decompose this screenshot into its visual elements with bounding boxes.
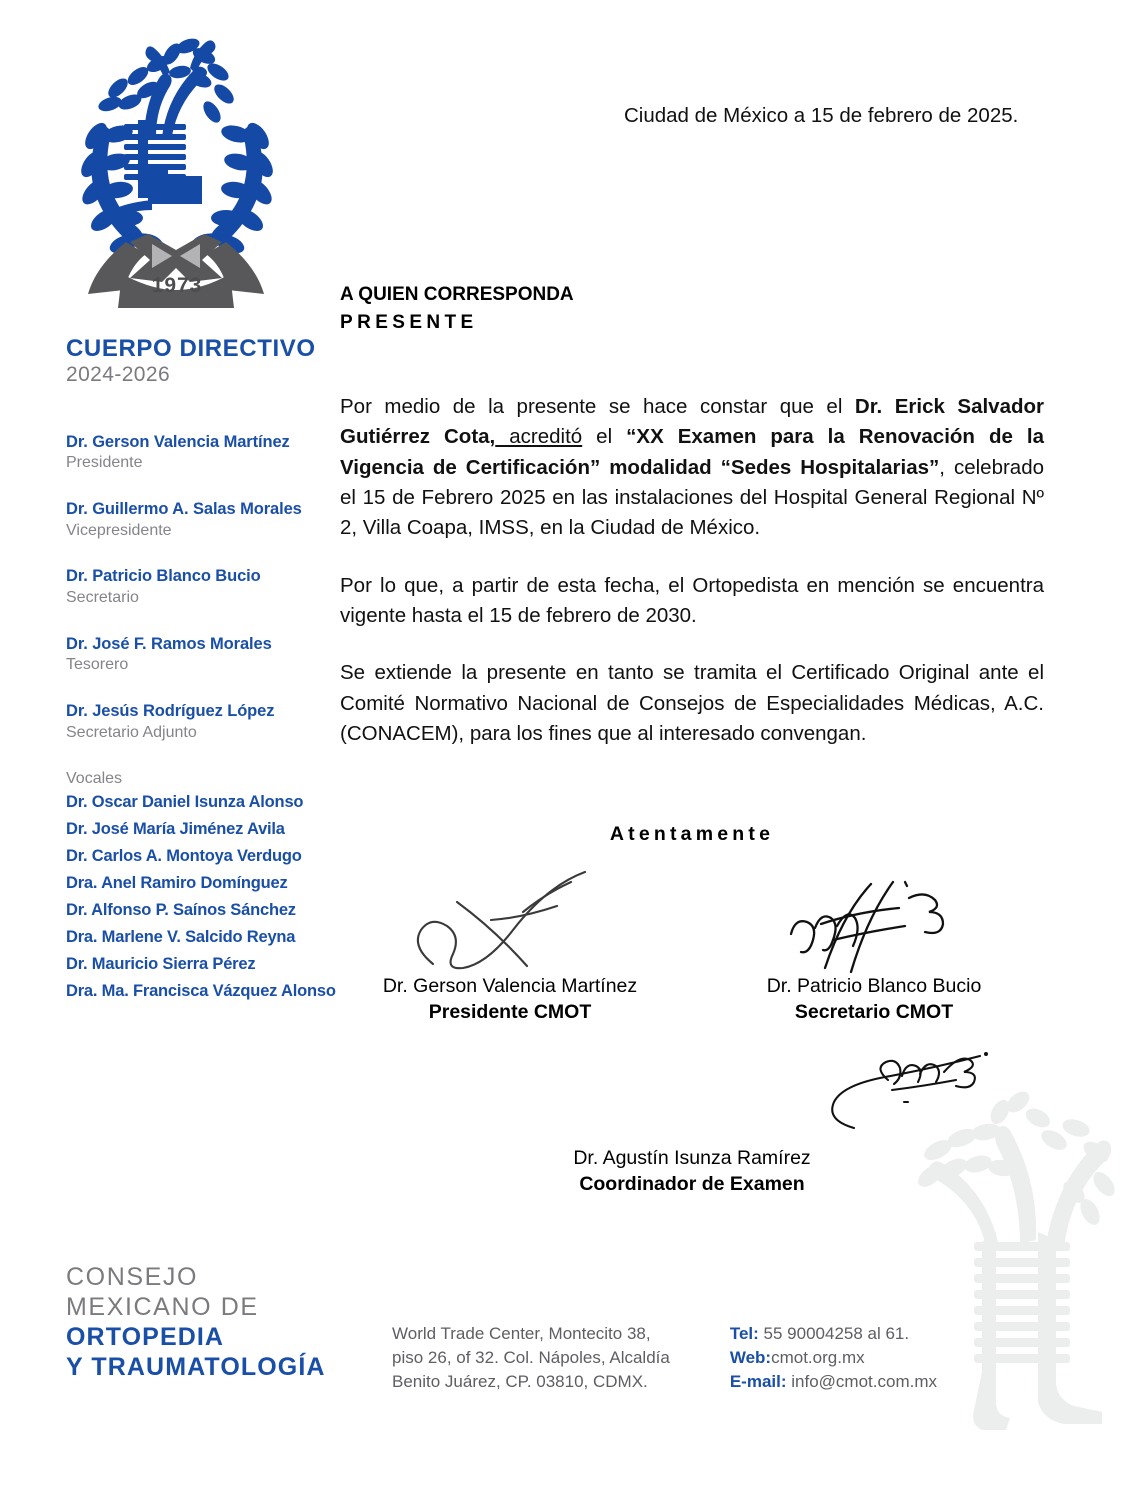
officer-list: [66, 432, 336, 744]
officer-role: Vicepresidente: [66, 521, 172, 539]
emblem-year-label: 1973: [151, 274, 203, 297]
address-line-1: World Trade Center, Montecito 38,: [392, 1324, 651, 1343]
email-line[interactable]: [730, 1370, 937, 1394]
signature-title: Coordinador de Examen: [579, 1173, 805, 1196]
web-label: Web:: [729, 1348, 772, 1368]
officer-name: Dr. José F. Ramos Morales: [66, 634, 272, 653]
list-item: Dra. Anel Ramiro Domínguez: [66, 874, 288, 893]
vocales-list: [66, 789, 336, 1004]
list-item: [66, 701, 336, 743]
list-item: Dr. Mauricio Sierra Pérez: [66, 954, 256, 973]
list-item: Dr. Carlos A. Montoya Verdugo: [66, 847, 302, 866]
p1-part3: , celebrado el 15 de Febrero 2025 en las instalaciones del Hospital General Regional Nº 2, Villa Coapa, IMSS, en la Ciudad de México.: [340, 455, 1044, 540]
list-item: [66, 566, 336, 608]
wordmark-line-4: Y TRAUMATOLOGÍA: [66, 1353, 326, 1381]
signature-block-coordinator: [340, 1034, 1044, 1198]
vocales-label: Vocales: [66, 769, 123, 787]
p1-candidate-name: Dr. Erick Salvador Gutiérrez Cota,: [340, 395, 1045, 449]
officer-name: Dr. Guillermo A. Salas Morales: [66, 499, 302, 518]
footer-contact-details: [730, 1322, 937, 1394]
list-item: [66, 634, 336, 676]
paragraph-conacem: Se extiende la presente en tanto se tramita el Certificado Original ante el Comité Normativo Nacional de Consejos de Especialidades Médicas, A.C. (CONACEM), para los fines que al interesado convengan.: [340, 661, 1044, 745]
phone-line: [730, 1322, 937, 1346]
p1-exam-title: “XX Examen para la Renovación de la Vigencia de Certificación” modalidad “Sedes Hospitalarias”: [340, 425, 1044, 479]
officer-role: Tesorero: [66, 656, 129, 674]
signature-title: Secretario CMOT: [794, 1001, 954, 1024]
wordmark-line-3: ORTOPEDIA: [66, 1323, 225, 1351]
list-item: Dra. Ma. Francisca Vázquez Alonso: [66, 981, 336, 1000]
email-value[interactable]: info@cmot.com.mx: [786, 1372, 937, 1392]
letter-body: [340, 392, 1044, 749]
web-line[interactable]: [730, 1346, 937, 1370]
closing-salutation: Atentamente: [609, 823, 775, 845]
wordmark-line-2: MEXICANO DE: [66, 1293, 259, 1321]
wordmark-line-1: CONSEJO: [66, 1263, 199, 1291]
letter-date: Ciudad de México a 15 de febrero de 2025.: [624, 104, 1019, 127]
officer-role: Secretario Adjunto: [66, 723, 197, 741]
footer-contact: [392, 1322, 937, 1394]
phone-value: 55 90004258 al 61.: [758, 1324, 910, 1343]
list-item: Dr. José María Jiménez Avila: [66, 820, 285, 839]
cmot-emblem-icon: [52, 28, 302, 310]
footer-address: [392, 1322, 670, 1394]
list-item: Dr. Oscar Daniel Isunza Alonso: [66, 793, 304, 812]
list-item: Dra. Marlene V. Salcido Reyna: [66, 927, 296, 946]
officer-name: Dr. Patricio Blanco Bucio: [66, 567, 261, 586]
list-item: [66, 432, 336, 474]
signature-name: Dr. Patricio Blanco Bucio: [766, 975, 982, 997]
sidebar-title: CUERPO DIRECTIVO: [66, 335, 316, 362]
address-line-3: Benito Juárez, CP. 03810, CDMX.: [392, 1372, 648, 1392]
addressee-line-1: A QUIEN CORRESPONDA: [340, 284, 574, 305]
signature-row: [340, 862, 1044, 1026]
signature-mark-icon: [340, 862, 680, 974]
addressee-line-2: PRESENTE: [340, 311, 478, 333]
signature-block-president: [340, 862, 680, 1026]
officer-role: Secretario: [66, 589, 139, 606]
addressee-block: [340, 281, 574, 337]
paragraph-validity: Por lo que, a partir de esta fecha, el Ortopedista en mención se encuentra vigente hasta el 15 de febrero de 2030.: [340, 573, 1044, 627]
email-label: E-mail:: [729, 1372, 787, 1392]
paragraph-certification: [340, 392, 1044, 544]
list-item: Dr. Alfonso P. Saínos Sánchez: [66, 901, 296, 919]
signature-name: Dr. Gerson Valencia Martínez: [382, 975, 638, 997]
signature-name: Dr. Agustín Isunza Ramírez: [573, 1147, 811, 1169]
sidebar-period: 2024-2026: [66, 363, 171, 387]
officer-name: Dr. Gerson Valencia Martínez: [66, 432, 290, 451]
officer-role: Presidente: [66, 454, 143, 472]
list-item: [66, 499, 336, 541]
p1-part2: el: [582, 425, 627, 449]
p1-part1: Por medio de la presente se hace constar que el: [340, 395, 855, 418]
signature-mark-icon: [340, 1034, 1044, 1146]
officer-name: Dr. Jesús Rodríguez López: [66, 702, 275, 721]
directive-board-sidebar: [66, 336, 336, 1005]
p1-accredited: acreditó: [495, 425, 583, 449]
signature-block-secretary: [704, 862, 1044, 1026]
organization-wordmark: [66, 1262, 366, 1382]
phone-label: Tel:: [729, 1324, 759, 1343]
address-line-2: piso 26, of 32. Col. Nápoles, Alcaldía: [392, 1348, 670, 1368]
web-value[interactable]: cmot.org.mx: [771, 1348, 865, 1368]
signature-mark-icon: [704, 862, 1044, 974]
signature-title: Presidente CMOT: [428, 1001, 592, 1024]
